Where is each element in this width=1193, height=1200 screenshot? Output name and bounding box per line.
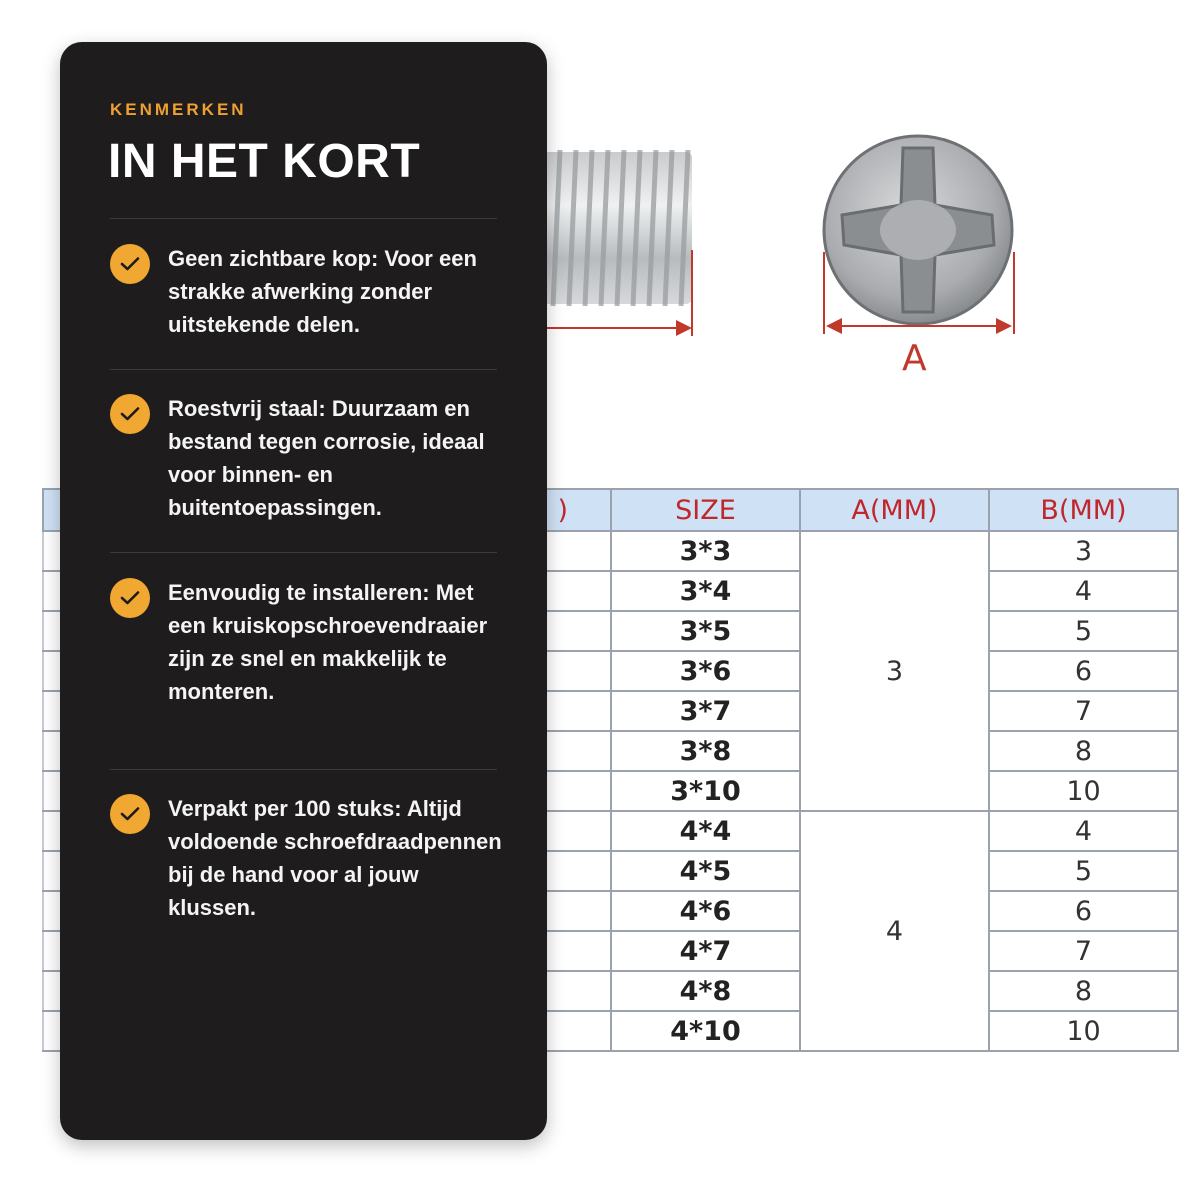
size-cell: 4*7 xyxy=(611,931,800,971)
size-cell: 3*8 xyxy=(611,731,800,771)
size-cell: 4*5 xyxy=(611,851,800,891)
b-mm-cell: 10 xyxy=(989,771,1178,811)
divider xyxy=(110,552,497,553)
b-mm-cell: 5 xyxy=(989,611,1178,651)
feature-item xyxy=(110,242,510,342)
check-circle-icon xyxy=(110,794,150,834)
b-mm-cell: 7 xyxy=(989,691,1178,731)
feature-item xyxy=(110,576,510,746)
size-cell: 3*7 xyxy=(611,691,800,731)
card-eyebrow: KENMERKEN xyxy=(110,100,247,119)
size-cell: 3*5 xyxy=(611,611,800,651)
screw-head xyxy=(824,136,1014,334)
check-circle-icon xyxy=(110,578,150,618)
b-mm-cell: 10 xyxy=(989,1011,1178,1051)
feature-text: Geen zichtbare kop: Voor een strakke afwerking zonder uitstekende delen. xyxy=(168,246,477,337)
b-mm-cell: 8 xyxy=(989,731,1178,771)
b-mm-cell: 4 xyxy=(989,811,1178,851)
divider xyxy=(110,769,497,770)
feature-item xyxy=(110,392,510,527)
card-title: IN HET KORT xyxy=(108,135,421,188)
b-mm-cell: 8 xyxy=(989,971,1178,1011)
b-mm-cell: 7 xyxy=(989,931,1178,971)
a-mm-cell: 3 xyxy=(800,531,989,811)
b-mm-cell: 3 xyxy=(989,531,1178,571)
size-cell: 3*6 xyxy=(611,651,800,691)
screw-shaft xyxy=(530,150,692,336)
header-partial: ) xyxy=(43,489,611,531)
divider xyxy=(110,369,497,370)
feature-text: Roestvrij staal: Duurzaam en bestand tegen corrosie, ideaal voor binnen- en buitentoepassingen. xyxy=(168,396,485,520)
b-mm-cell: 6 xyxy=(989,651,1178,691)
dimension-label-a: A xyxy=(902,338,927,379)
a-mm-cell: 4 xyxy=(800,811,989,1051)
feature-card xyxy=(60,42,547,1140)
size-cell: 3*10 xyxy=(611,771,800,811)
size-cell: 3*4 xyxy=(611,571,800,611)
divider xyxy=(110,218,497,219)
check-circle-icon xyxy=(110,244,150,284)
header-b-mm: B(MM) xyxy=(989,489,1178,531)
size-cell: 3*3 xyxy=(611,531,800,571)
size-cell: 4*4 xyxy=(611,811,800,851)
b-mm-cell: 4 xyxy=(989,571,1178,611)
size-cell: 4*6 xyxy=(611,891,800,931)
size-cell: 4*10 xyxy=(611,1011,800,1051)
b-mm-cell: 5 xyxy=(989,851,1178,891)
feature-item xyxy=(110,792,510,927)
feature-text: Verpakt per 100 stuks: Altijd voldoende schroefdraadpennen bij de hand voor al jouw klussen. xyxy=(168,796,502,920)
b-mm-cell: 6 xyxy=(989,891,1178,931)
header-size: SIZE xyxy=(611,489,800,531)
check-circle-icon xyxy=(110,394,150,434)
feature-text: Eenvoudig te installeren: Met een kruiskopschroevendraaier zijn ze snel en makkelijk te monteren. xyxy=(168,580,488,704)
header-a-mm: A(MM) xyxy=(800,489,989,531)
size-cell: 4*8 xyxy=(611,971,800,1011)
